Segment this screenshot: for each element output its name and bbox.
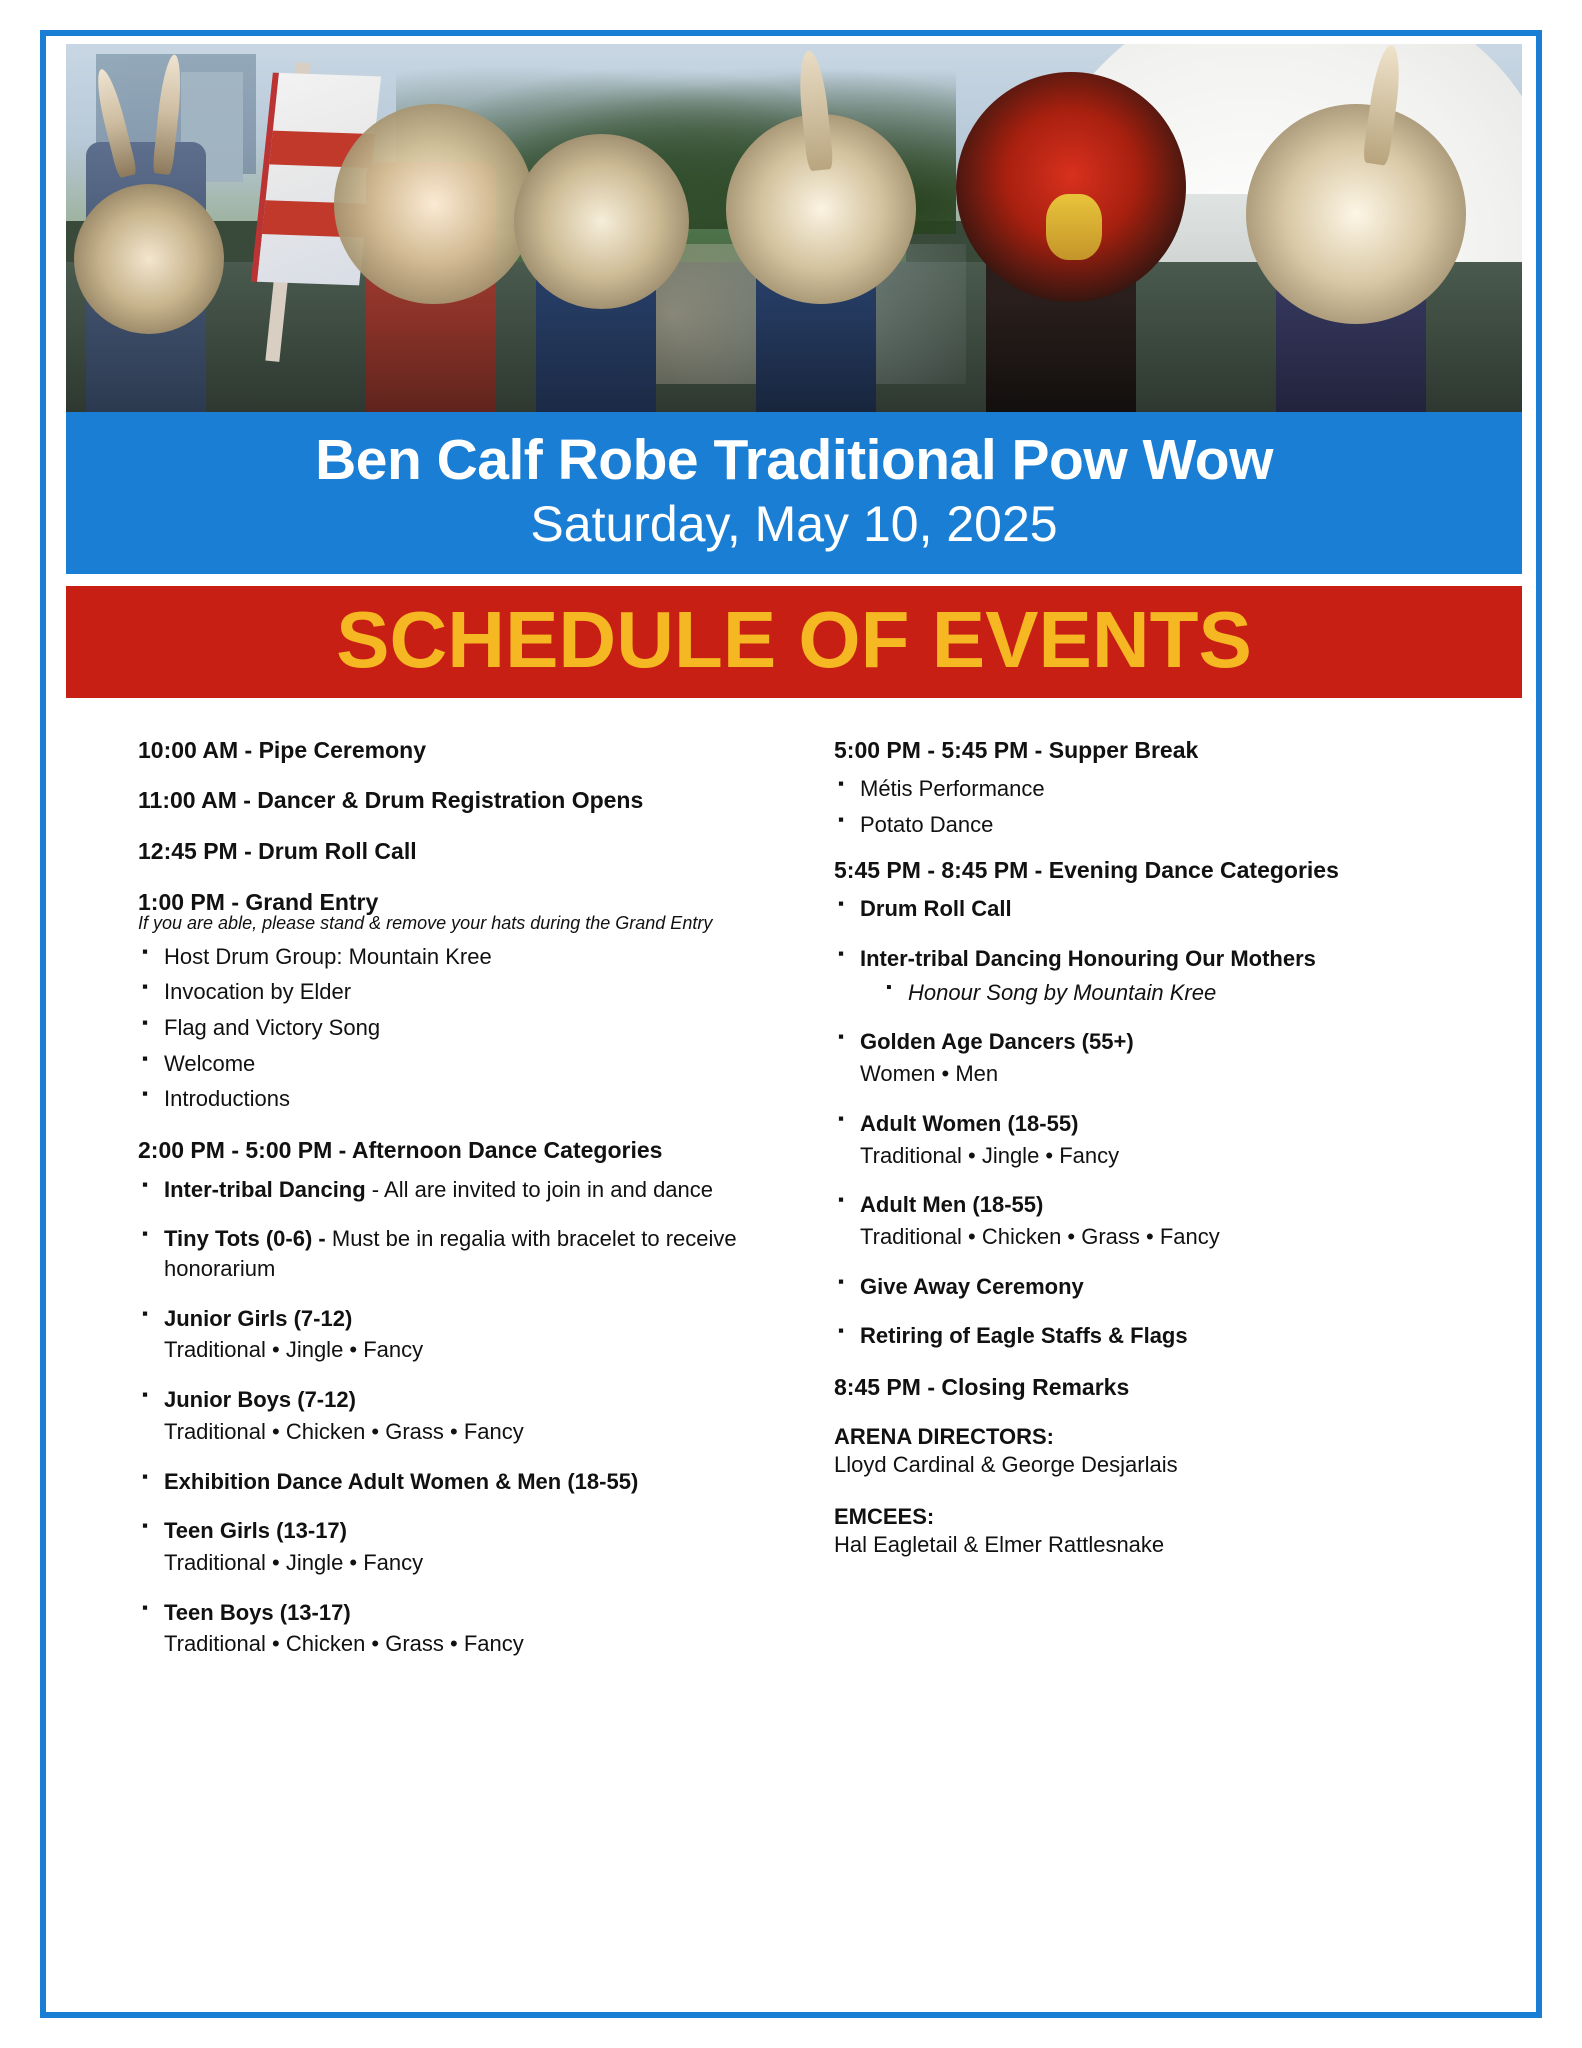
schedule-right-column [794, 736, 1522, 1681]
list-item [138, 1304, 770, 1365]
list-item: ▪ Flag and Victory Song [138, 1013, 770, 1043]
title-band [66, 412, 1522, 574]
event-heading-pipe-ceremony: 10:00 AM - Pipe Ceremony [138, 736, 427, 763]
list-item [138, 1385, 770, 1446]
event-heading-evening-categories: 5:45 PM - 8:45 PM - Evening Dance Categories [834, 856, 1339, 883]
category-name: Drum Roll Call [860, 896, 1012, 922]
powwow-dancers-photo [66, 44, 1522, 412]
category-name: Give Away Ceremony [860, 1273, 1084, 1299]
event-heading-registration: 11:00 AM - Dancer & Drum Registration Opens [138, 787, 644, 814]
list-item: ▪ Métis Performance [834, 774, 1492, 804]
list-item [834, 894, 1492, 924]
list-item: ▪ Host Drum Group: Mountain Kree [138, 942, 770, 972]
category-styles: Traditional • Jingle • Fancy [860, 1142, 1120, 1168]
schedule-columns [66, 698, 1522, 1681]
emcees-title: EMCEES: [834, 1503, 935, 1529]
category-styles: Traditional • Chicken • Grass • Fancy [164, 1418, 524, 1444]
list-item: ▪ Introductions [138, 1084, 770, 1114]
category-styles: Traditional • Jingle • Fancy [164, 1337, 424, 1363]
supper-break-bullets [834, 774, 1492, 839]
list-item [138, 1224, 770, 1283]
list-item [834, 1190, 1492, 1251]
event-heading-grand-entry: 1:00 PM - Grand Entry [138, 888, 379, 915]
list-item [834, 1027, 1492, 1088]
category-name: Inter-tribal Dancing [164, 1176, 366, 1202]
event-heading-afternoon-categories: 2:00 PM - 5:00 PM - Afternoon Dance Categories [138, 1136, 663, 1163]
list-item: ▪ Welcome [138, 1049, 770, 1079]
category-name: Junior Boys (7-12) [164, 1387, 356, 1413]
category-name: Teen Girls (13-17) [164, 1518, 347, 1544]
category-name: Tiny Tots (0-6) - [164, 1226, 326, 1252]
category-styles: Traditional • Chicken • Grass • Fancy [860, 1223, 1220, 1249]
list-item [834, 944, 1492, 1007]
event-heading-closing-remarks: 8:45 PM - Closing Remarks [834, 1373, 1130, 1400]
emcees-names: Hal Eagletail & Elmer Rattlesnake [834, 1531, 1165, 1557]
evening-category-list [834, 894, 1492, 1351]
category-styles: Women • Men [860, 1061, 999, 1087]
poster [40, 30, 1542, 2018]
poster-title: Ben Calf Robe Traditional Pow Wow [315, 428, 1273, 492]
event-heading-supper-break: 5:00 PM - 5:45 PM - Supper Break [834, 736, 1199, 763]
emcees-block [834, 1504, 1492, 1558]
category-styles: Traditional • Chicken • Grass • Fancy [164, 1631, 524, 1657]
category-detail: Must be in regalia with bracelet to receive honorarium [164, 1226, 737, 1282]
category-name: Junior Girls (7-12) [164, 1305, 353, 1331]
list-item [138, 1598, 770, 1659]
arena-directors-names: Lloyd Cardinal & George Desjarlais [834, 1451, 1178, 1477]
list-item [138, 1467, 770, 1497]
grand-entry-note: If you are able, please stand & remove your hats during the Grand Entry [138, 912, 713, 933]
arena-directors-block [834, 1424, 1492, 1478]
category-name: Adult Men (18-55) [860, 1192, 1044, 1218]
list-item: ▪ Potato Dance [834, 810, 1492, 840]
category-styles: Traditional • Jingle • Fancy [164, 1549, 424, 1575]
list-item: ▪ Invocation by Elder [138, 977, 770, 1007]
list-item [834, 1321, 1492, 1351]
schedule-heading: SCHEDULE OF EVENTS [336, 594, 1252, 684]
honour-song-list [860, 978, 1492, 1008]
photo-bustle-1 [74, 184, 224, 334]
photo-bustle-6 [1246, 104, 1466, 324]
list-item [138, 1175, 770, 1205]
schedule-band [66, 586, 1522, 698]
poster-date: Saturday, May 10, 2025 [530, 495, 1058, 552]
event-heading-drum-roll-call: 12:45 PM - Drum Roll Call [138, 838, 417, 865]
afternoon-category-list [138, 1175, 770, 1659]
list-item [834, 1109, 1492, 1170]
list-item [834, 1272, 1492, 1302]
category-detail: - All are invited to join in and dance [365, 1176, 714, 1202]
photo-bustle-3 [514, 134, 689, 309]
photo-headdress-red [956, 72, 1186, 302]
category-name: Inter-tribal Dancing Honouring Our Mothers [860, 946, 1316, 972]
category-name: Adult Women (18-55) [860, 1110, 1079, 1136]
category-name: Exhibition Dance Adult Women & Men (18-55) [164, 1468, 639, 1494]
category-name: Golden Age Dancers (55+) [860, 1029, 1134, 1055]
category-name: Teen Boys (13-17) [164, 1599, 351, 1625]
list-item [138, 1516, 770, 1577]
arena-directors-title: ARENA DIRECTORS: [834, 1423, 1055, 1449]
category-name: Retiring of Eagle Staffs & Flags [860, 1323, 1188, 1349]
grand-entry-bullets [138, 942, 770, 1114]
schedule-left-column [66, 736, 794, 1681]
photo-bustle-2 [334, 104, 534, 304]
poster-inner [56, 44, 1532, 2010]
list-item: ▪ Honour Song by Mountain Kree [886, 978, 1492, 1008]
photo-face-paint [1046, 194, 1102, 260]
